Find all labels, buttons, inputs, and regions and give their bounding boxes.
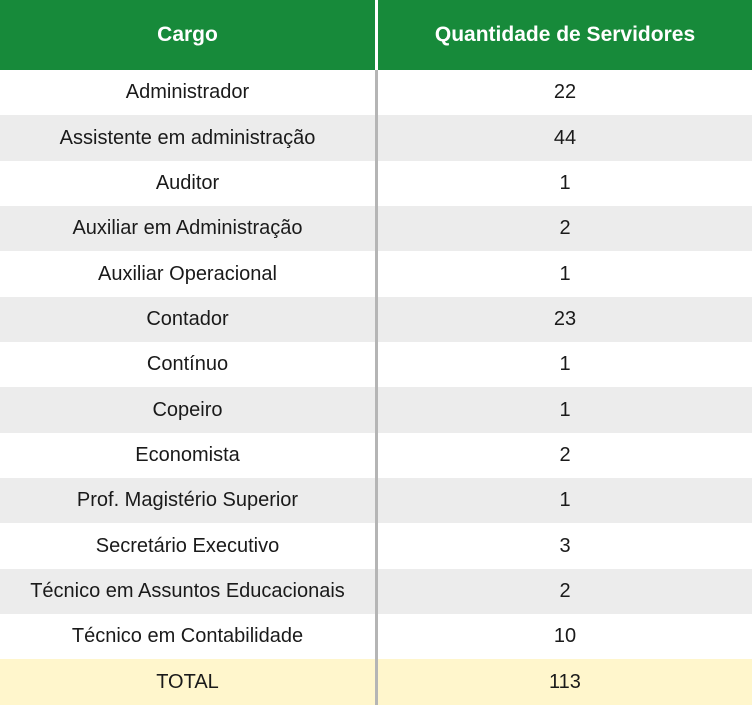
table-row xyxy=(0,161,752,206)
cargo-cell: Copeiro xyxy=(0,387,378,432)
table-row xyxy=(0,342,752,387)
cargo-cell: Técnico em Contabilidade xyxy=(0,614,378,659)
table-row xyxy=(0,297,752,342)
column-header-quantidade: Quantidade de Servidores xyxy=(434,23,696,46)
quantidade-cell: 22 xyxy=(553,81,577,104)
quantidade-cell: 1 xyxy=(559,353,571,376)
quantidade-cell: 1 xyxy=(559,489,571,512)
table-row xyxy=(0,569,752,614)
quantidade-cell: 10 xyxy=(553,625,577,648)
table-row xyxy=(0,251,752,296)
table-row xyxy=(0,206,752,251)
quantidade-cell: 23 xyxy=(553,307,577,330)
total-value: 113 xyxy=(549,670,581,693)
total-label: TOTAL xyxy=(0,659,378,704)
cargo-cell: Prof. Magistério Superior xyxy=(0,478,378,523)
cargo-cell: Auxiliar em Administração xyxy=(0,206,378,251)
cargo-cell: Economista xyxy=(0,433,378,478)
table-row xyxy=(0,614,752,659)
cargo-cell: Contador xyxy=(0,297,378,342)
table-row xyxy=(0,387,752,432)
table-row xyxy=(0,478,752,523)
table-row xyxy=(0,523,752,568)
quantidade-cell: 3 xyxy=(559,534,571,557)
quantidade-cell: 2 xyxy=(559,217,571,240)
quantidade-cell: 1 xyxy=(559,171,571,194)
quantidade-cell: 44 xyxy=(553,126,577,149)
cargo-cell: Contínuo xyxy=(0,342,378,387)
quantidade-cell: 1 xyxy=(559,398,571,421)
cargo-cell: Secretário Executivo xyxy=(0,523,378,568)
cargo-cell: Auditor xyxy=(0,161,378,206)
quantidade-cell: 2 xyxy=(559,579,571,602)
cargo-cell: Administrador xyxy=(0,70,378,115)
cargo-cell: Auxiliar Operacional xyxy=(0,251,378,296)
table-header xyxy=(0,0,752,70)
table-row xyxy=(0,70,752,115)
total-row xyxy=(0,659,752,704)
table-row xyxy=(0,115,752,160)
cargo-cell: Técnico em Assuntos Educacionais xyxy=(0,569,378,614)
cargo-cell: Assistente em administração xyxy=(0,115,378,160)
column-header-cargo: Cargo xyxy=(0,0,378,70)
table-row xyxy=(0,433,752,478)
quantidade-cell: 1 xyxy=(559,262,571,285)
quantidade-cell: 2 xyxy=(559,443,571,466)
